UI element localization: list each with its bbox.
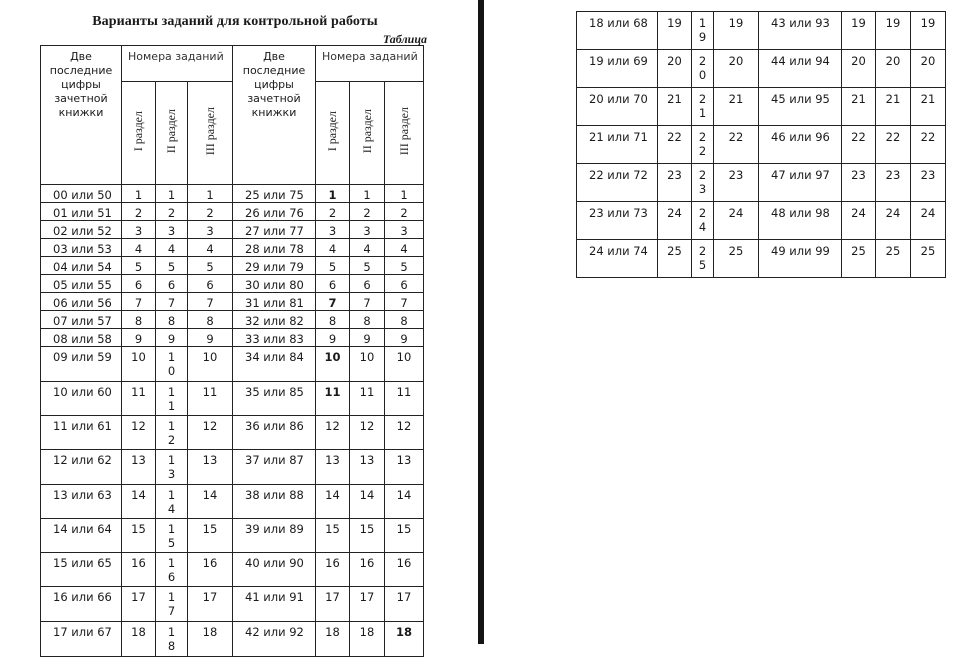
task-number-cell: 1	[156, 185, 188, 203]
task-number-cell: 14	[316, 485, 350, 519]
table-row	[41, 185, 424, 203]
task-number-cell: 6	[122, 275, 156, 293]
task-number-cell: 17	[350, 587, 385, 622]
task-number-cell: 1 1	[156, 382, 188, 416]
variants-table-body	[41, 185, 424, 657]
task-number-cell: 16	[350, 553, 385, 587]
task-number-cell: 21	[658, 88, 692, 126]
task-number-cell: 7	[316, 293, 350, 311]
book-digits-cell: 05 или 55	[41, 275, 122, 293]
task-number-cell: 16	[122, 553, 156, 587]
task-number-cell: 11	[188, 382, 233, 416]
task-number-cell: 6	[156, 275, 188, 293]
task-number-cell: 20	[876, 50, 911, 88]
task-number-cell: 12	[350, 416, 385, 450]
task-number-cell: 17	[316, 587, 350, 622]
book-digits-cell: 11 или 61	[41, 416, 122, 450]
task-number-cell: 18	[188, 622, 233, 657]
col-header-task-numbers-2: Номера заданий	[316, 46, 424, 82]
task-number-cell: 25	[876, 240, 911, 278]
variants-table-continued-body	[577, 12, 946, 278]
task-number-cell: 1 8	[156, 622, 188, 657]
task-number-cell: 1 6	[156, 553, 188, 587]
task-number-cell: 10	[385, 347, 424, 382]
book-digits-cell: 13 или 63	[41, 485, 122, 519]
book-digits-cell: 20 или 70	[577, 88, 658, 126]
task-number-cell: 18	[385, 622, 424, 657]
task-number-cell: 2	[316, 203, 350, 221]
task-number-cell: 1 4	[156, 485, 188, 519]
table-row	[577, 202, 946, 240]
variants-table	[40, 45, 424, 657]
task-number-cell: 15	[385, 519, 424, 553]
task-number-cell: 6	[350, 275, 385, 293]
task-number-cell: 19	[911, 12, 946, 50]
book-digits-cell: 16 или 66	[41, 587, 122, 622]
task-number-cell: 22	[714, 126, 759, 164]
task-number-cell: 21	[876, 88, 911, 126]
table-row	[577, 12, 946, 50]
task-number-cell: 1	[385, 185, 424, 203]
page-divider	[478, 0, 484, 644]
task-number-cell: 4	[316, 239, 350, 257]
task-number-cell: 17	[188, 587, 233, 622]
task-number-cell: 25	[658, 240, 692, 278]
task-number-cell: 8	[188, 311, 233, 329]
book-digits-cell: 43 или 93	[759, 12, 842, 50]
table-row	[41, 311, 424, 329]
task-number-cell: 22	[658, 126, 692, 164]
book-digits-cell: 19 или 69	[577, 50, 658, 88]
task-number-cell: 11	[350, 382, 385, 416]
task-number-cell: 13	[350, 450, 385, 485]
task-number-cell: 5	[188, 257, 233, 275]
book-digits-cell: 25 или 75	[233, 185, 316, 203]
task-number-cell: 23	[911, 164, 946, 202]
task-number-cell: 24	[842, 202, 876, 240]
table-row	[41, 203, 424, 221]
task-number-cell: 6	[188, 275, 233, 293]
task-number-cell: 19	[714, 12, 759, 50]
table-row	[41, 257, 424, 275]
task-number-cell: 15	[188, 519, 233, 553]
book-digits-cell: 22 или 72	[577, 164, 658, 202]
book-digits-cell: 17 или 67	[41, 622, 122, 657]
task-number-cell: 8	[122, 311, 156, 329]
task-number-cell: 6	[385, 275, 424, 293]
col-header-section-1-b: I раздел	[316, 82, 350, 185]
table-row	[41, 622, 424, 657]
table-row	[41, 485, 424, 519]
task-number-cell: 8	[350, 311, 385, 329]
task-number-cell: 2 0	[692, 50, 714, 88]
task-number-cell: 1 0	[156, 347, 188, 382]
book-digits-cell: 01 или 51	[41, 203, 122, 221]
task-number-cell: 25	[911, 240, 946, 278]
book-digits-cell: 35 или 85	[233, 382, 316, 416]
task-number-cell: 16	[385, 553, 424, 587]
task-number-cell: 20	[911, 50, 946, 88]
task-number-cell: 4	[188, 239, 233, 257]
table-row	[41, 329, 424, 347]
book-digits-cell: 30 или 80	[233, 275, 316, 293]
col-header-section-1: I раздел	[122, 82, 156, 185]
table-row	[577, 164, 946, 202]
book-digits-cell: 07 или 57	[41, 311, 122, 329]
task-number-cell: 9	[350, 329, 385, 347]
book-digits-cell: 18 или 68	[577, 12, 658, 50]
task-number-cell: 9	[156, 329, 188, 347]
book-digits-cell: 34 или 84	[233, 347, 316, 382]
task-number-cell: 10	[350, 347, 385, 382]
task-number-cell: 12	[385, 416, 424, 450]
book-digits-cell: 44 или 94	[759, 50, 842, 88]
task-number-cell: 11	[122, 382, 156, 416]
book-digits-cell: 46 или 96	[759, 126, 842, 164]
book-digits-cell: 45 или 95	[759, 88, 842, 126]
book-digits-cell: 02 или 52	[41, 221, 122, 239]
task-number-cell: 7	[188, 293, 233, 311]
task-number-cell: 13	[188, 450, 233, 485]
book-digits-cell: 39 или 89	[233, 519, 316, 553]
table-row	[41, 347, 424, 382]
task-number-cell: 12	[122, 416, 156, 450]
task-number-cell: 2	[350, 203, 385, 221]
task-number-cell: 13	[385, 450, 424, 485]
task-number-cell: 7	[156, 293, 188, 311]
book-digits-cell: 47 или 97	[759, 164, 842, 202]
task-number-cell: 13	[316, 450, 350, 485]
task-number-cell: 19	[876, 12, 911, 50]
table-row	[41, 293, 424, 311]
task-number-cell: 3	[385, 221, 424, 239]
task-number-cell: 7	[122, 293, 156, 311]
task-number-cell: 24	[911, 202, 946, 240]
task-number-cell: 1 3	[156, 450, 188, 485]
book-digits-cell: 29 или 79	[233, 257, 316, 275]
table-row	[41, 275, 424, 293]
task-number-cell: 9	[316, 329, 350, 347]
task-number-cell: 16	[316, 553, 350, 587]
col-header-section-2: II раздел	[156, 82, 188, 185]
task-number-cell: 22	[876, 126, 911, 164]
task-number-cell: 5	[385, 257, 424, 275]
table-row	[41, 450, 424, 485]
task-number-cell: 3	[156, 221, 188, 239]
task-number-cell: 2 1	[692, 88, 714, 126]
task-number-cell: 4	[122, 239, 156, 257]
col-header-section-3-b: III раздел	[385, 82, 424, 185]
task-number-cell: 8	[156, 311, 188, 329]
task-number-cell: 2	[122, 203, 156, 221]
book-digits-cell: 28 или 78	[233, 239, 316, 257]
task-number-cell: 19	[842, 12, 876, 50]
task-number-cell: 23	[876, 164, 911, 202]
task-number-cell: 18	[122, 622, 156, 657]
task-number-cell: 16	[188, 553, 233, 587]
task-number-cell: 2	[385, 203, 424, 221]
page-title: Варианты заданий для контрольной работы	[92, 14, 378, 29]
book-digits-cell: 03 или 53	[41, 239, 122, 257]
book-digits-cell: 31 или 81	[233, 293, 316, 311]
task-number-cell: 9	[188, 329, 233, 347]
book-digits-cell: 00 или 50	[41, 185, 122, 203]
task-number-cell: 2 3	[692, 164, 714, 202]
task-number-cell: 18	[316, 622, 350, 657]
table-row	[577, 126, 946, 164]
book-digits-cell: 09 или 59	[41, 347, 122, 382]
task-number-cell: 12	[316, 416, 350, 450]
task-number-cell: 1 2	[156, 416, 188, 450]
table-row	[577, 50, 946, 88]
book-digits-cell: 36 или 86	[233, 416, 316, 450]
book-digits-cell: 15 или 65	[41, 553, 122, 587]
task-number-cell: 15	[350, 519, 385, 553]
task-number-cell: 21	[714, 88, 759, 126]
task-number-cell: 9	[122, 329, 156, 347]
task-number-cell: 2 5	[692, 240, 714, 278]
task-number-cell: 3	[188, 221, 233, 239]
col-header-book-digits-2: Две последние цифры зачетной книжки	[233, 46, 316, 185]
book-digits-cell: 41 или 91	[233, 587, 316, 622]
book-digits-cell: 14 или 64	[41, 519, 122, 553]
task-number-cell: 14	[122, 485, 156, 519]
book-digits-cell: 10 или 60	[41, 382, 122, 416]
table-row	[41, 416, 424, 450]
book-digits-cell: 26 или 76	[233, 203, 316, 221]
book-digits-cell: 06 или 56	[41, 293, 122, 311]
task-number-cell: 1	[122, 185, 156, 203]
task-number-cell: 20	[842, 50, 876, 88]
task-number-cell: 20	[658, 50, 692, 88]
task-number-cell: 15	[316, 519, 350, 553]
task-number-cell: 8	[385, 311, 424, 329]
task-number-cell: 24	[714, 202, 759, 240]
task-number-cell: 23	[842, 164, 876, 202]
task-number-cell: 22	[911, 126, 946, 164]
task-number-cell: 4	[350, 239, 385, 257]
task-number-cell: 19	[658, 12, 692, 50]
table-row	[41, 221, 424, 239]
task-number-cell: 1	[316, 185, 350, 203]
book-digits-cell: 12 или 62	[41, 450, 122, 485]
book-digits-cell: 24 или 74	[577, 240, 658, 278]
task-number-cell: 1	[350, 185, 385, 203]
task-number-cell: 2 2	[692, 126, 714, 164]
task-number-cell: 3	[316, 221, 350, 239]
task-number-cell: 25	[842, 240, 876, 278]
task-number-cell: 2	[188, 203, 233, 221]
task-number-cell: 1 7	[156, 587, 188, 622]
task-number-cell: 25	[714, 240, 759, 278]
task-number-cell: 17	[385, 587, 424, 622]
book-digits-cell: 33 или 83	[233, 329, 316, 347]
task-number-cell: 22	[842, 126, 876, 164]
table-row	[41, 239, 424, 257]
task-number-cell: 18	[350, 622, 385, 657]
col-header-section-2-b: II раздел	[350, 82, 385, 185]
task-number-cell: 8	[316, 311, 350, 329]
task-number-cell: 5	[316, 257, 350, 275]
task-number-cell: 9	[385, 329, 424, 347]
task-number-cell: 13	[122, 450, 156, 485]
task-number-cell: 21	[911, 88, 946, 126]
col-header-section-3: III раздел	[188, 82, 233, 185]
book-digits-cell: 21 или 71	[577, 126, 658, 164]
task-number-cell: 11	[316, 382, 350, 416]
task-number-cell: 23	[658, 164, 692, 202]
task-number-cell: 24	[658, 202, 692, 240]
book-digits-cell: 49 или 99	[759, 240, 842, 278]
book-digits-cell: 48 или 98	[759, 202, 842, 240]
task-number-cell: 14	[385, 485, 424, 519]
book-digits-cell: 32 или 82	[233, 311, 316, 329]
task-number-cell: 17	[122, 587, 156, 622]
task-number-cell: 10	[316, 347, 350, 382]
book-digits-cell: 04 или 54	[41, 257, 122, 275]
task-number-cell: 5	[350, 257, 385, 275]
task-number-cell: 14	[188, 485, 233, 519]
book-digits-cell: 40 или 90	[233, 553, 316, 587]
task-number-cell: 7	[385, 293, 424, 311]
book-digits-cell: 08 или 58	[41, 329, 122, 347]
task-number-cell: 4	[385, 239, 424, 257]
task-number-cell: 21	[842, 88, 876, 126]
task-number-cell: 3	[122, 221, 156, 239]
task-number-cell: 10	[122, 347, 156, 382]
task-number-cell: 7	[350, 293, 385, 311]
task-number-cell: 15	[122, 519, 156, 553]
task-number-cell: 14	[350, 485, 385, 519]
col-header-task-numbers: Номера заданий	[122, 46, 233, 82]
task-number-cell: 11	[385, 382, 424, 416]
task-number-cell: 24	[876, 202, 911, 240]
book-digits-cell: 42 или 92	[233, 622, 316, 657]
task-number-cell: 5	[122, 257, 156, 275]
task-number-cell: 6	[316, 275, 350, 293]
book-digits-cell: 38 или 88	[233, 485, 316, 519]
book-digits-cell: 37 или 87	[233, 450, 316, 485]
task-number-cell: 4	[156, 239, 188, 257]
table-row	[577, 240, 946, 278]
task-number-cell: 23	[714, 164, 759, 202]
task-number-cell: 1	[188, 185, 233, 203]
task-number-cell: 2	[156, 203, 188, 221]
table-row	[41, 553, 424, 587]
task-number-cell: 12	[188, 416, 233, 450]
task-number-cell: 1 5	[156, 519, 188, 553]
task-number-cell: 1 9	[692, 12, 714, 50]
variants-table-continued	[576, 11, 946, 278]
table-row	[41, 587, 424, 622]
book-digits-cell: 27 или 77	[233, 221, 316, 239]
task-number-cell: 5	[156, 257, 188, 275]
table-row	[41, 382, 424, 416]
col-header-book-digits: Две последние цифры зачетной книжки	[41, 46, 122, 185]
table-caption: Таблица	[382, 32, 427, 46]
task-number-cell: 20	[714, 50, 759, 88]
book-digits-cell: 23 или 73	[577, 202, 658, 240]
task-number-cell: 10	[188, 347, 233, 382]
task-number-cell: 3	[350, 221, 385, 239]
table-row	[41, 519, 424, 553]
table-row	[577, 88, 946, 126]
task-number-cell: 2 4	[692, 202, 714, 240]
